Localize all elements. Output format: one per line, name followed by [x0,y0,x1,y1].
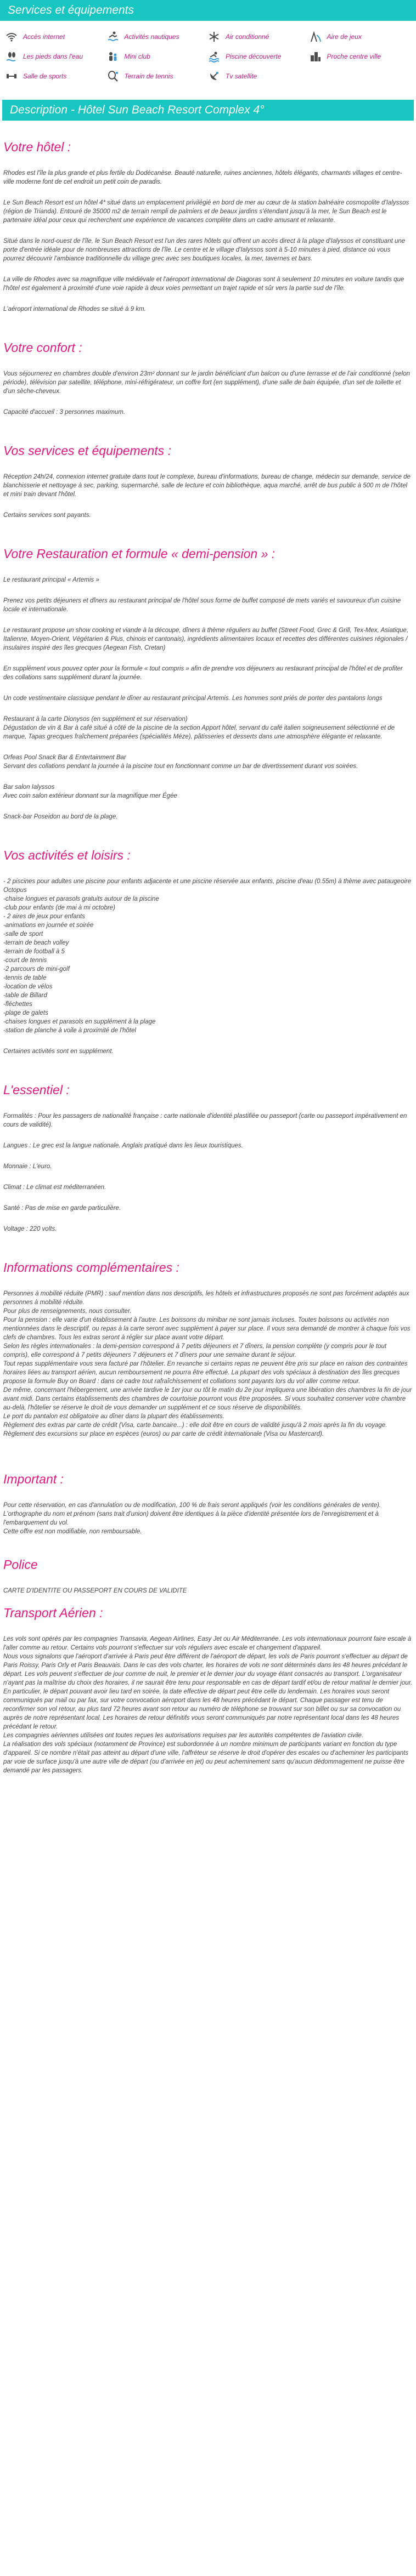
dumbbell-icon [5,70,18,82]
section-paragraph: Certains services sont payants. [3,512,91,519]
section-paragraph: Snack-bar Poseidon au bord de la plage. [3,814,118,820]
section-paragraph: Le restaurant propose un show cooking et viande à la découpe, dîners à thème réguliers au buffet (Street Food, Grec & Grill, Tex-Mex, Asiatique, Italienne, Moyen-Orient, Végétarien & Plus, chinois et cantonais), ingrédients alimentaires locaux et recettes des différentes cuisines régionales / insulaires inspiré des îles grecques (Aegean Fish, Cretan) [3,627,409,651]
section-paragraph: Un code vestimentaire classique pendant le dîner au restaurant principal Artemis. Les hommes sont priés de porter des pantalons longs [3,695,383,702]
section-paragraph: Santé : Pas de mise en garde particulière. [3,1205,121,1212]
description-section-header: Description - Hôtel Sun Beach Resort Complex 4° [2,100,414,121]
section-paragraph: Restaurant à la carte Dionysos (en supplément et sur réservation) Dégustation de vin & Bar à café situé à côté de la piscine de la section Apport hôtel, servant du café italien soigneusement sélectionné et de marque, Tapas grecques fraîchement préparées (spécialités Méze), pâtisseries et desserts dans une atmosphère élégante et relaxante. [3,716,395,740]
equipment-item [107,31,209,43]
city-icon [310,50,322,62]
equipment-item [107,70,209,82]
section-paragraph: En supplément vous pouvez opter pour la formule « tout compris » afin de prendre vos déjeuners au restaurant principal de l'hôtel et de profiter des collations sans supplément durant la journée. [3,666,403,681]
equipment-item [208,50,310,62]
section-paragraph: Climat : Le climat est méditerranéen. [3,1184,106,1191]
section-paragraph: Rhodes est l'île la plus grande et plus fertile du Dodécanèse. Beauté naturelle, ruines anciennes, hôtels élégants, charmants villages et centre-ville moderne font de cet endroit un petit coin de paradis. [3,170,402,185]
equipment-item [310,31,411,43]
section-paragraph: Situé dans le nord-ouest de l'île, le Sun Beach Resort est l'un des rares hôtels qui offrent un accès direct à la plage d'Ialyssos et constituant une porte d'entrée idéale pour de nombreuses attractions de l'île. Le centre et le village d'Ialyssos sont à 5-10 minutes à pied, distance où vous pourrez découvrir l'ambiance traditionnelle du village grec avec ses boutiques locales, la mer, tavernes et bars. [3,238,406,262]
equipment-label: Mini club [124,53,150,60]
section-paragraph: Prenez vos petits déjeuners et dîners au restaurant principal de l'hôtel sous forme de buffet composé de mets variés et savoureux d'un cuisine locale et internationale. [3,598,401,613]
equipment-item [5,50,107,62]
equipment-list [0,21,416,89]
section-title: Votre hôtel : [3,140,71,154]
section-title: Votre Restauration et formule « demi-pension » : [3,547,276,561]
section-paragraph: Monnaie : L'euro. [3,1163,52,1170]
section-title: Informations complémentaires : [3,1260,179,1275]
equipment-label: Activités nautiques [124,33,179,41]
section-paragraph: La ville de Rhodes avec sa magnifique ville médiévale et l'aéroport international de Diagoras sont à seulement 10 minutes en voiture tandis que l'hôtel est également à proximité d'une voie rapide à deux voies permettant un trajet rapide et sûr vers la partie sud de l'île. [3,276,404,292]
section-paragraph: Formalités : Pour les passagers de nationalité française : carte nationale d'identité plastifiée ou passeport (carte ou passeport impérativement en cours de validité). [3,1113,407,1128]
equipment-label: Piscine découverte [226,53,282,60]
equipment-item [208,31,310,43]
equipment-label: Tv satellite [226,72,257,80]
equipment-label: Les pieds dans l'eau [23,53,83,60]
tennis-icon [107,70,119,82]
section-paragraph: Bar salon Ialyssos Avec coin salon extérieur donnant sur la magnifique mer Égée [3,784,177,799]
section-title: Transport Aérien : [3,1606,103,1620]
section-title: Vos services et équipements : [3,443,171,458]
wifi-icon [5,31,18,43]
section-title: Vos activités et loisirs : [3,848,131,862]
playground-icon [310,31,322,43]
section-paragraph: Les vols sont opérés par les compagnies Transavia, Aegean Airlines, Easy Jet ou Air Méditerranée. Les vols internationaux pourront faire escale à l'aller comme au retour. Certains vols pourront s'effectuer sur vols réguliers avec escale et changement d'appareil. Nous vous signalons que l'aéroport d'arrivée à Paris peut être différent de l'aéroport de départ, les vols de Paris pourront s'effectuer au départ de Paris Roissy, Paris Orly et Paris Beauvais. Dans le cas des vols charter, les horaires de vols ne sont déterminés dans les 48 heures précédant le départ. Les vols peuvent s'effectuer de jour comme de nuit, le premier et le dernier jour du voyage étant consacrés au transport. L'organisateur n'ayant pas la maîtrise du choix des horaires, il ne saurait être tenu pour responsable en cas de départ tardif et/ou de retour matinal le dernier jour. En particulier, le départ pouvant avoir lieu tard en soirée, la date effective de départ peut être celle du lendemain. Les horaires vous seront communiqués par mail ou par fax, sur votre convocation aéroport dans les 48 heures précédant le départ. Chaque passager est tenu de reconfirmer son vol retour, au plus tard 72 heures avant son retour au numéro de téléphone se trouvant sur son billet ou sur sa convocation ou auprès de notre représentant local. Les horaires de retour définitifs vous seront communiqués par notre représentant local dans les 48 heures précédant le retour. Les compagnies aériennes utilisées ont toutes reçues les autorisations requises par les autorités compétentes de l'aviation civile. La réalisation des vols spéciaux (notamment de Province) est subordonnée à un nombre minimum de participants variant en fonction du type d'appareil. Si ce nombre n'était pas atteint au départ d'une ville, l'affréteur se réserve le droit d'opérer des escales ou d'acheminer les participants par voie de surface jusqu'à une autre ville de départ (ou d'arrivée en jet) ou peut acheminement sans qu'aucun dédommagement ne puisse être demandé par les passagers. [3,1636,413,1774]
services-section-header: Services et équipements [0,0,416,21]
mini-club-icon [107,50,119,62]
section-paragraph: Langues : Le grec est la langue nationale. Anglais pratiqué dans les lieux touristiques. [3,1142,243,1149]
section-paragraph: Voltage : 220 volts. [3,1226,57,1232]
equipment-label: Salle de sports [23,72,67,80]
section-paragraph: CARTE D'IDENTITE OU PASSEPORT EN COURS DE VALIDITE [3,1588,187,1594]
section-paragraph: Capacité d'accueil : 3 personnes maximum. [3,409,126,416]
section-paragraph: - 2 piscines pour adultes une piscine pour enfants adjacente et une piscine réservée aux enfants, piscine d'eau (0.55m) à thème avec pataugeoire Octopus -chaise longues et parasols gratuits autour de la piscine -club pour enfants (de mai à mi octobre) - 2 aires de jeux pour enfants -animations en journée et soirée -salle de sport -terrain de beach volley -terrain de football à 5 -court de tennis -2 parcours de mini-golf -tennis de table -location de vélos -table de Billard -fléchettes -plage de galets -chaises longues et parasols en supplément à la plage -station de planche à voile à proximité de l'hôtel [3,878,412,1034]
satellite-icon [208,70,220,82]
section-title: Votre confort : [3,340,82,355]
section-paragraph: Réception 24h/24, connexion internet gratuite dans tout le complexe, bureau d'informations, bureau de change, médecin sur demande, service de blanchisserie et nettoyage à sec, parking, supermarché, salle de lecture et coin bibliothèque, aqua marché, arrêt de bus public à 500 m de l'hôtel et mini train devant l'hôtel. [3,474,411,498]
section-paragraph: Le restaurant principal « Artemis » [3,577,99,583]
equipment-item [107,50,209,62]
snowflake-icon [208,31,220,43]
equipment-item [208,70,310,82]
equipment-item [5,31,107,43]
equipment-label: Aire de jeux [327,33,362,41]
description-content [0,139,416,1792]
section-title: Police [3,1557,38,1572]
equipment-label: Air conditionné [226,33,269,41]
section-paragraph: Certaines activités sont en supplément. [3,1048,114,1055]
pool-icon [208,50,220,62]
section-title: Important : [3,1472,64,1486]
feet-water-icon [5,50,18,62]
section-paragraph: Vous séjournerez en chambres double d'environ 23m² donnant sur le jardin bénéficiant d'un balcon ou d'une terrasse et de l'air conditionné (selon période), télévision par satellite, téléphone, mini-réfrigérateur, un coffre fort (en supplément), d'une salle de bain équipée, d'un set de toilette et d'un sèche-cheveux. [3,371,410,395]
section-paragraph: L'aéroport international de Rhodes se situé à 9 km. [3,306,146,312]
section-paragraph: Personnes à mobilité réduite (PMR) : sauf mention dans nos descriptifs, les hôtels et infrastructures proposés ne sont pas forcément adaptés aux personnes à mobilité réduite. Pour plus de renseignements, nous consulter. Pour la pension : elle varie d'un établissement à l'autre. Les boissons du minibar ne sont jamais incluses. Toutes boissons ou activités non mentionnées dans le descriptif, ou repas à la carte seront avec supplément à payer sur place. Il vous sera demandé de montrer à chaque fois vos clefs de chambres. Tous les extras seront à régler sur place avant votre départ. Selon les règles internationales : la demi-pension correspond à 7 petits déjeuners et 7 dîners, la pension complète (y compris pour le tout compris), elle correspond à 7 petits déjeuners 7 déjeuners et 7 dîners pour une semaine durant le séjour. Tout repas supplémentaire vous sera facturé par l'hôtelier. En revanche si certains repas ne peuvent être pris sur place en raison des contraintes horaires liées au transport aérien, aucun remboursement ne pourra être effectué. La plupart des vols spéciaux à destination des îles grecques propose la formule Buy on Board : dans ce cadre tout rafraîchissement et collations sont payants lors du vol aller comme retour. De même, concernant l'hébergement, une arrivée tardive le 1er jour ou tôt le matin du 2e jour impliquera une libération des chambres la fin de jour avant midi. Dans certains établissements des chambres de courtoisie pourront vous être proposées. Si vous souhaitez conserver votre chambre au-delà, l'hôtelier se réserve le droit de vous demander un supplément et ce sous réserve de disponibilités. Le port du pantalon est obligatoire au dîner dans la plupart des établissements. Règlement des extras par carte de crédit (Visa, carte bancaire...) : elle doit être en cours de validité jusqu'à 2 mois après la fin du voyage. Règlement des excursions sur place en espèces (euros) ou par carte de crédit internationale (Visa ou Mastercard). [3,1290,412,1437]
section-paragraph: Pour cette réservation, en cas d'annulation ou de modification, 100 % de frais seront appliqués (voir les conditions générales de vente). L'orthographe du nom et prénom (sans trait d'union) doivent être identiques à la pièce d'identité présentée lors de l'enregistrement et à l'embarquement du vol. Cette offre est non modifiable, non remboursable. [3,1502,381,1535]
equipment-item [310,50,411,62]
section-paragraph: Le Sun Beach Resort est un hôtel 4* situé dans un emplacement privilégié en bord de mer au cœur de la station balnéaire cosmopolite d'Ialyssos (région de Trianda). Entouré de 35000 m2 de terrain rempli de palmiers et de beaux jardins s'étendant jusqu'à la mer, le Sun Beach est le partenaire idéal pour ceux qui recherchent une expérience de vacances complète dans un cadre amusant et relaxante. [3,200,409,224]
equipment-item [5,70,107,82]
equipment-label: Terrain de tennis [124,72,173,80]
equipment-label: Accès internet [23,33,65,41]
section-paragraph: Orfeas Pool Snack Bar & Entertainment Bar Servant des collations pendant la journée à la piscine tout en fonctionnant comme un bar de divertissement durant vos soirées. [3,754,358,770]
water-sports-icon [107,31,119,43]
section-title: L'essentiel : [3,1083,70,1097]
equipment-label: Proche centre ville [327,53,381,60]
